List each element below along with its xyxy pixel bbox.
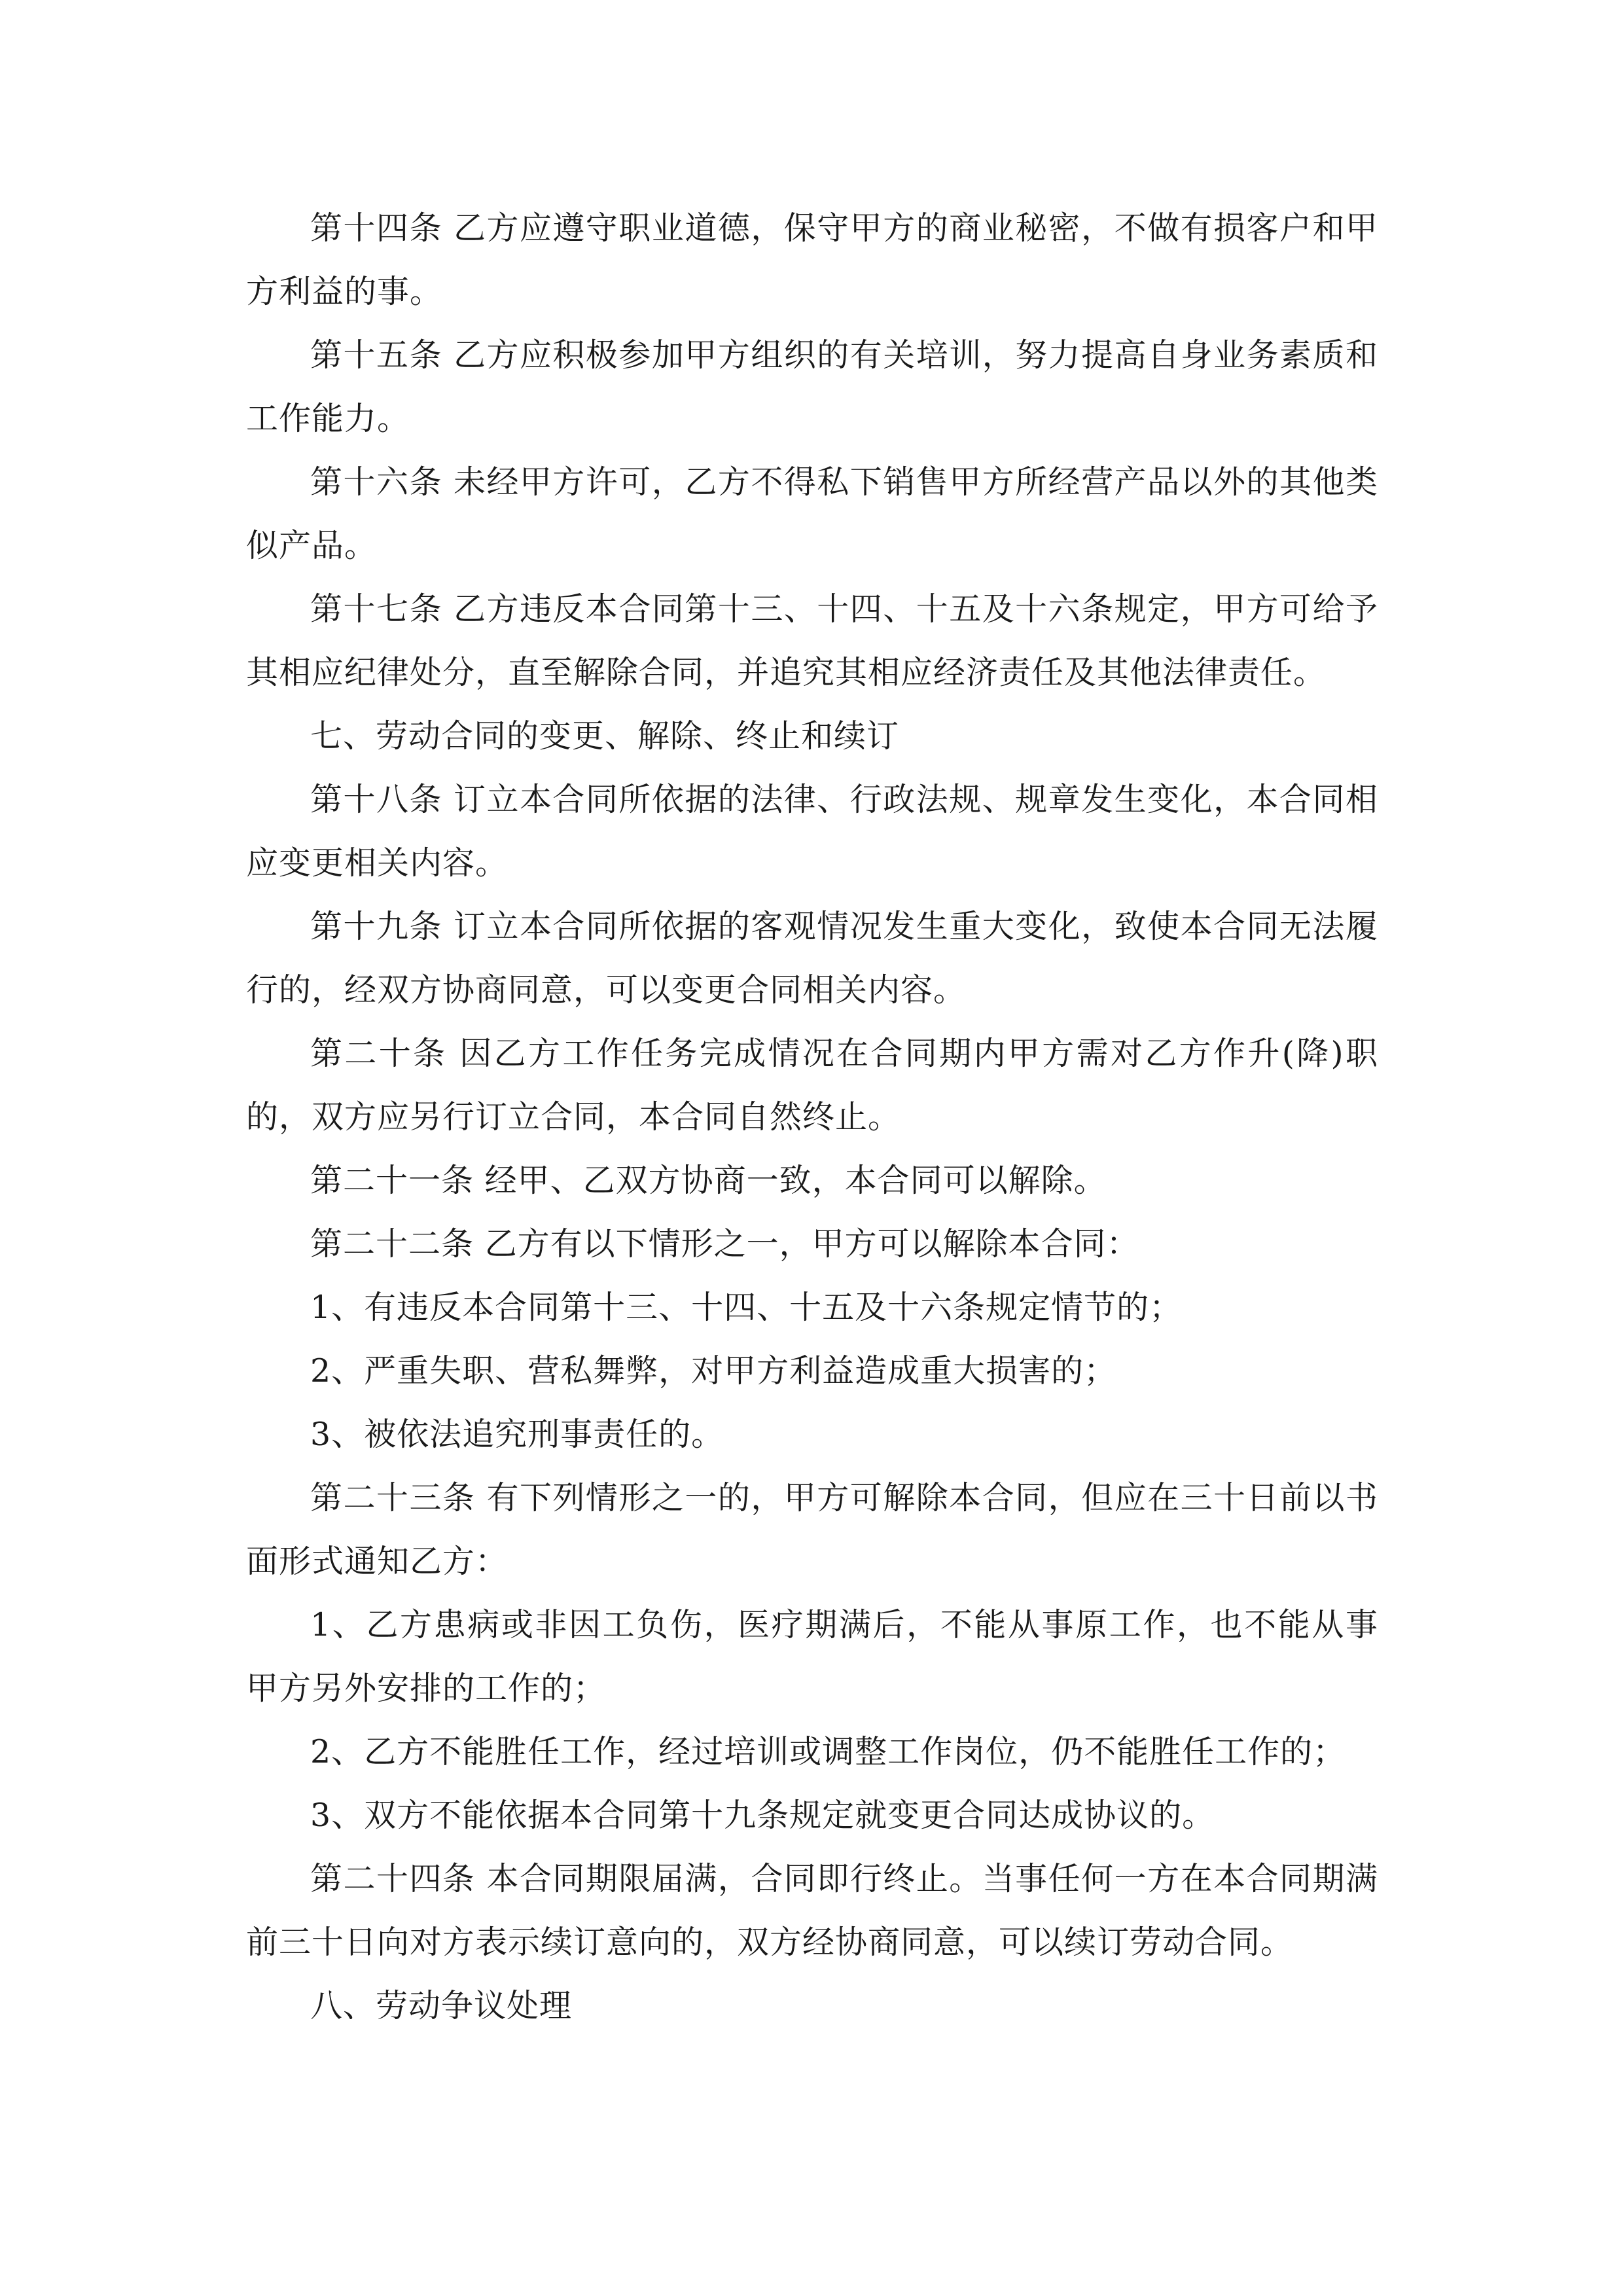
article-17: 第十七条 乙方违反本合同第十三、十四、十五及十六条规定，甲方可给予其相应纪律处分，直至解除合同，并追究其相应经济责任及其他法律责任。 — [246, 590, 1378, 691]
article-22-item-3: 3、被依法追究刑事责任的。 — [310, 1416, 724, 1453]
document-body — [246, 196, 1378, 2037]
article-22-item-2: 2、严重失职、营私舞弊，对甲方利益造成重大损害的； — [310, 1352, 1117, 1390]
section-heading-7: 七、劳动合同的变更、解除、终止和续订 — [310, 717, 900, 755]
article-18: 第十八条 订立本合同所依据的法律、行政法规、规章发生变化，本合同相应变更相关内容。 — [246, 781, 1378, 882]
article-23: 第二十三条 有下列情形之一的，甲方可解除本合同，但应在三十日前以书面形式通知乙方： — [246, 1479, 1378, 1580]
article-15: 第十五条 乙方应积极参加甲方组织的有关培训，努力提高自身业务素质和工作能力。 — [246, 336, 1378, 437]
article-20: 第二十条 因乙方工作任务完成情况在合同期内甲方需对乙方作升(降)职的，双方应另行订立合同，本合同自然终止。 — [246, 1035, 1378, 1136]
section-heading-8: 八、劳动争议处理 — [310, 1987, 573, 2024]
article-19: 第十九条 订立本合同所依据的客观情况发生重大变化，致使本合同无法履行的，经双方协商同意，可以变更合同相关内容。 — [246, 908, 1378, 1009]
article-23-item-3: 3、双方不能依据本合同第十九条规定就变更合同达成协议的。 — [310, 1797, 1215, 1834]
article-23-item-1: 1、乙方患病或非因工负伤，医疗期满后，不能从事原工作，也不能从事甲方另外安排的工作的； — [246, 1606, 1378, 1707]
article-21: 第二十一条 经甲、乙双方协商一致，本合同可以解除。 — [310, 1162, 1107, 1199]
article-14: 第十四条 乙方应遵守职业道德，保守甲方的商业秘密，不做有损客户和甲方利益的事。 — [246, 209, 1378, 310]
article-22-item-1: 1、有违反本合同第十三、十四、十五及十六条规定情节的； — [310, 1289, 1183, 1326]
article-22: 第二十二条 乙方有以下情形之一，甲方可以解除本合同： — [310, 1225, 1139, 1263]
article-16: 第十六条 未经甲方许可，乙方不得私下销售甲方所经营产品以外的其他类似产品。 — [246, 463, 1378, 564]
article-24: 第二十四条 本合同期限届满，合同即行终止。当事任何一方在本合同期满前三十日向对方表示续订意向的，双方经协商同意，可以续订劳动合同。 — [246, 1860, 1378, 1961]
article-23-item-2: 2、乙方不能胜任工作，经过培训或调整工作岗位，仍不能胜任工作的； — [310, 1733, 1346, 1770]
